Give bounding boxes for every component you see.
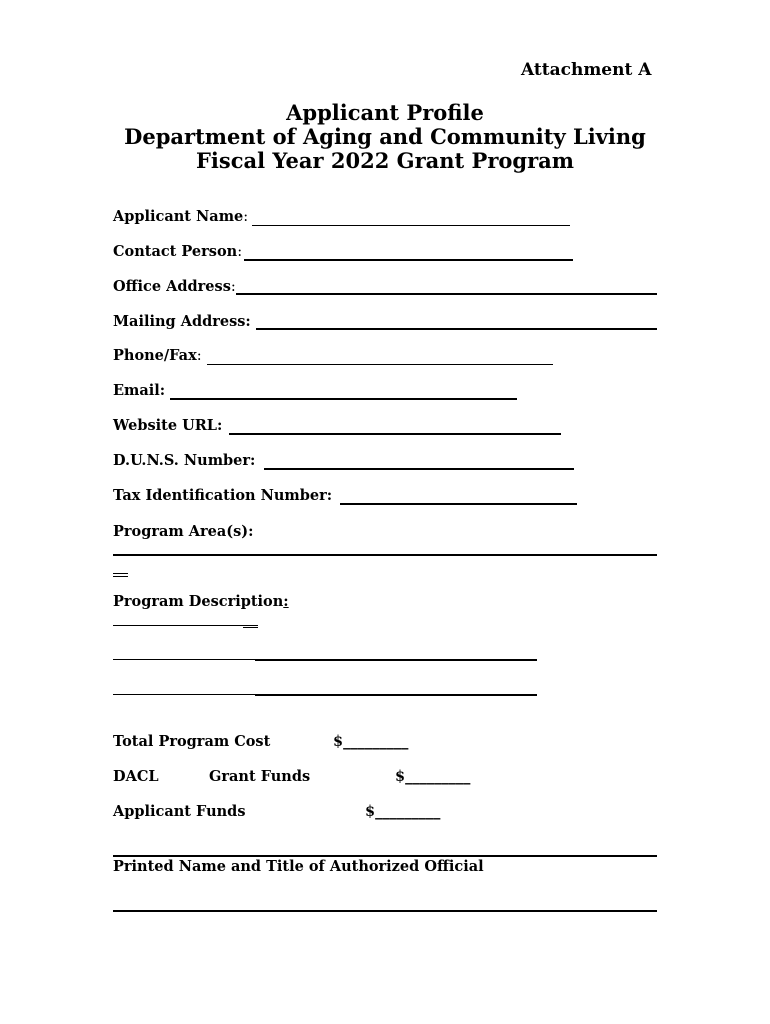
- program-description-line-1[interactable]: [113, 625, 258, 626]
- printed-name-line[interactable]: [113, 855, 657, 857]
- phone-fax-colon: :: [196, 348, 202, 364]
- office-address-label: [113, 278, 236, 295]
- program-description-line-3a[interactable]: [113, 694, 255, 695]
- grant-funds-field[interactable]: $_________: [395, 768, 471, 785]
- website-label: Website URL:: [113, 417, 223, 434]
- program-description-line-1-tail: [243, 627, 258, 628]
- program-area-field-line-2b: [113, 576, 128, 577]
- contact-person-colon: :: [237, 244, 243, 260]
- grant-funds-label: Grant Funds: [209, 768, 311, 785]
- program-description-line-2a[interactable]: [113, 659, 255, 660]
- signature-line[interactable]: [113, 910, 657, 912]
- applicant-funds-label: Applicant Funds: [113, 803, 246, 820]
- applicant-name-label: [113, 208, 248, 225]
- applicant-name-field[interactable]: [252, 225, 570, 226]
- program-description-line-2b[interactable]: [255, 659, 537, 661]
- applicant-name-colon: :: [243, 209, 249, 225]
- dacl-label: DACL: [113, 768, 159, 785]
- program-description-line-3b[interactable]: [255, 694, 537, 696]
- phone-fax-label-text: Phone/Fax: [113, 347, 197, 364]
- office-address-colon: :: [230, 279, 236, 295]
- printed-name-label: Printed Name and Title of Authorized Official: [113, 858, 484, 875]
- mailing-address-label: Mailing Address:: [113, 313, 251, 330]
- tin-field[interactable]: [340, 503, 577, 505]
- program-description-label: [113, 593, 289, 610]
- total-program-cost-label: Total Program Cost: [113, 733, 271, 750]
- program-description-colon: :: [283, 593, 289, 610]
- office-address-field[interactable]: [236, 293, 657, 295]
- total-program-cost-field[interactable]: $_________: [333, 733, 409, 750]
- program-title: Fiscal Year 2022 Grant Program: [196, 148, 574, 173]
- program-area-label: Program Area(s):: [113, 523, 254, 540]
- program-description-label-text: Program Description: [113, 593, 284, 610]
- email-label: Email:: [113, 382, 166, 399]
- program-area-field-line-1[interactable]: [113, 554, 657, 556]
- mailing-address-field[interactable]: [256, 328, 657, 330]
- contact-person-label-text: Contact Person: [113, 243, 238, 260]
- contact-person-label: [113, 243, 242, 260]
- page-title: Applicant Profile: [286, 100, 484, 125]
- program-area-field-line-2a: [113, 573, 128, 574]
- duns-field[interactable]: [264, 468, 574, 470]
- applicant-name-label-text: Applicant Name: [113, 208, 244, 225]
- website-field[interactable]: [229, 433, 561, 435]
- contact-person-field[interactable]: [244, 259, 573, 261]
- phone-fax-field[interactable]: [207, 364, 553, 365]
- department-title: Department of Aging and Community Living: [124, 124, 646, 149]
- attachment-label: Attachment A: [521, 60, 652, 80]
- applicant-funds-field[interactable]: $_________: [365, 803, 441, 820]
- email-field[interactable]: [170, 398, 517, 400]
- tin-label: Tax Identification Number:: [113, 487, 333, 504]
- office-address-label-text: Office Address: [113, 278, 231, 295]
- duns-label: D.U.N.S. Number:: [113, 452, 256, 469]
- phone-fax-label: [113, 347, 202, 364]
